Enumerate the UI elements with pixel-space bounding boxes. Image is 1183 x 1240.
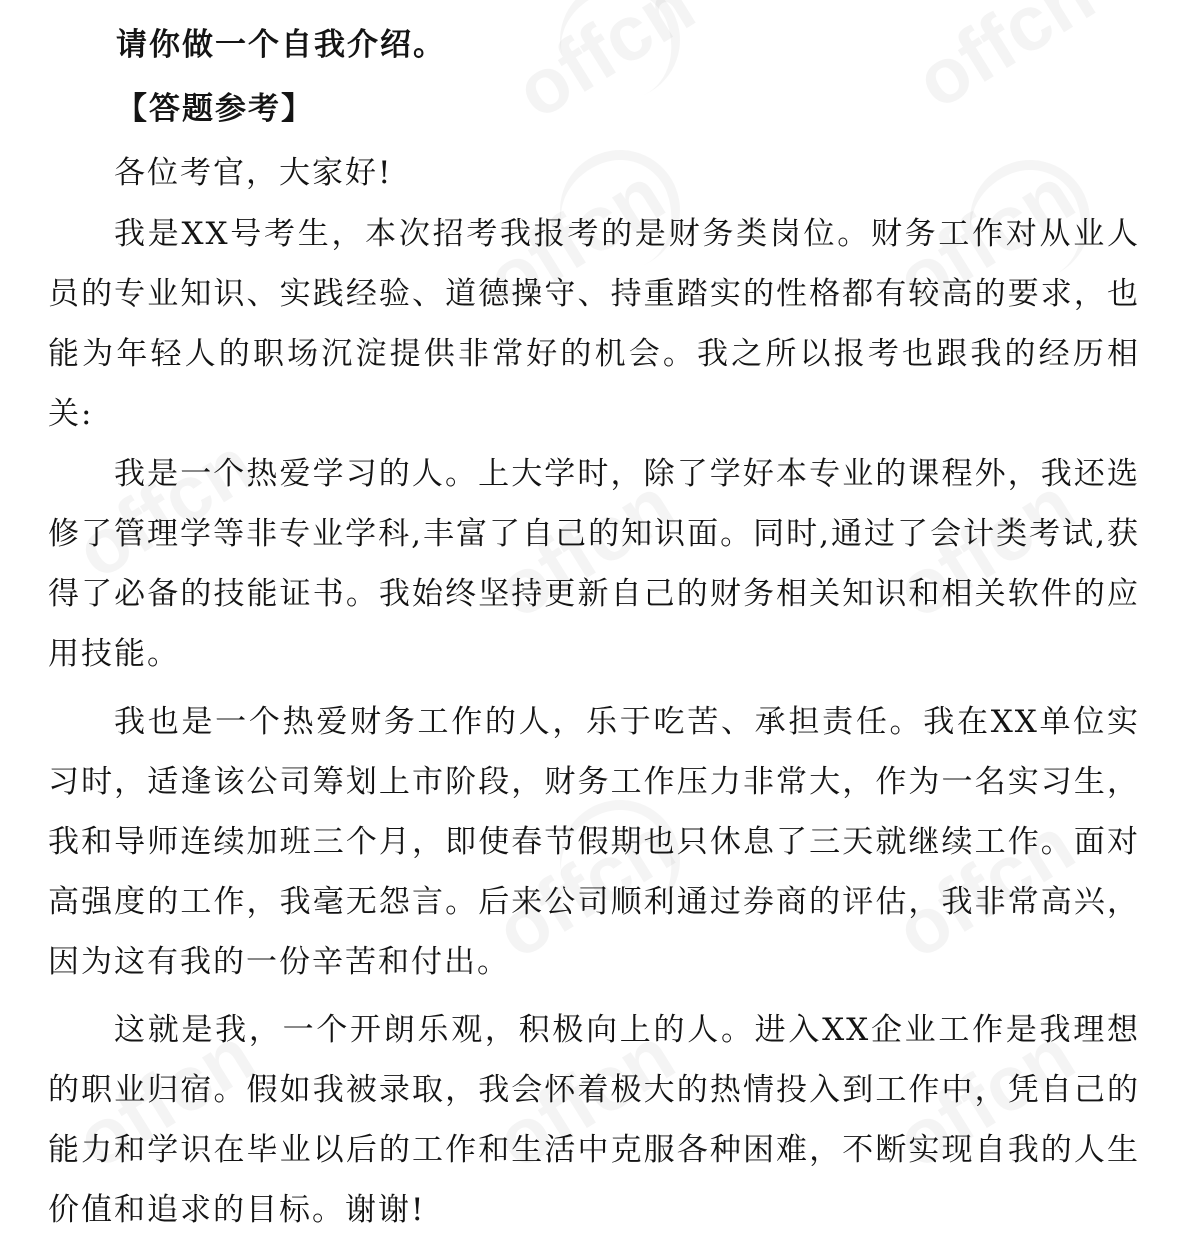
paragraph-work: 我也是一个热爱财务工作的人，乐于吃苦、承担责任。我在XX单位实习时，适逢该公司筹划上市阶段，财务工作压力非常大，作为一名实习生，我和导师连续加班三个月，即使春节假期也只休息了三天就继续工作。面对高强度的工作，我毫无怨言。后来公司顺利通过券商的评估，我非常高兴，因为这有我的一份辛苦和付出。 bbox=[48, 704, 1140, 980]
paragraph-gap bbox=[48, 684, 1140, 692]
paragraph-closing: 这就是我，一个开朗乐观，积极向上的人。进入XX企业工作是我理想的职业归宿。假如我被录取，我会怀着极大的热情投入到工作中，凭自己的能力和学识在毕业以后的工作和生活中克服各种困难，不断实现自我的人生价值和追求的目标。谢谢! bbox=[48, 1012, 1140, 1228]
question-title: 请你做一个自我介绍。 bbox=[116, 27, 446, 63]
paragraph-study: 我是一个热爱学习的人。上大学时，除了学好本专业的课程外，我还选修了管理学等非专业学科,丰富了自己的知识面。同时,通过了会计类考试,获得了必备的技能证书。我始终坚持更新自己的财务相关知识和相关软件的应用技能。 bbox=[48, 456, 1140, 672]
document-body bbox=[48, 14, 1140, 1240]
paragraph-intro: 我是XX号考生，本次招考我报考的是财务类岗位。财务工作对从业人员的专业知识、实践经验、道德操守、持重踏实的性格都有较高的要求，也能为年轻人的职场沉淀提供非常好的机会。我之所以报考也跟我的经历相关: bbox=[48, 216, 1140, 432]
paragraph-greeting: 各位考官，大家好! bbox=[114, 155, 393, 191]
answer-reference-heading: 【答题参考】 bbox=[116, 91, 314, 127]
paragraph-gap bbox=[48, 992, 1140, 1000]
